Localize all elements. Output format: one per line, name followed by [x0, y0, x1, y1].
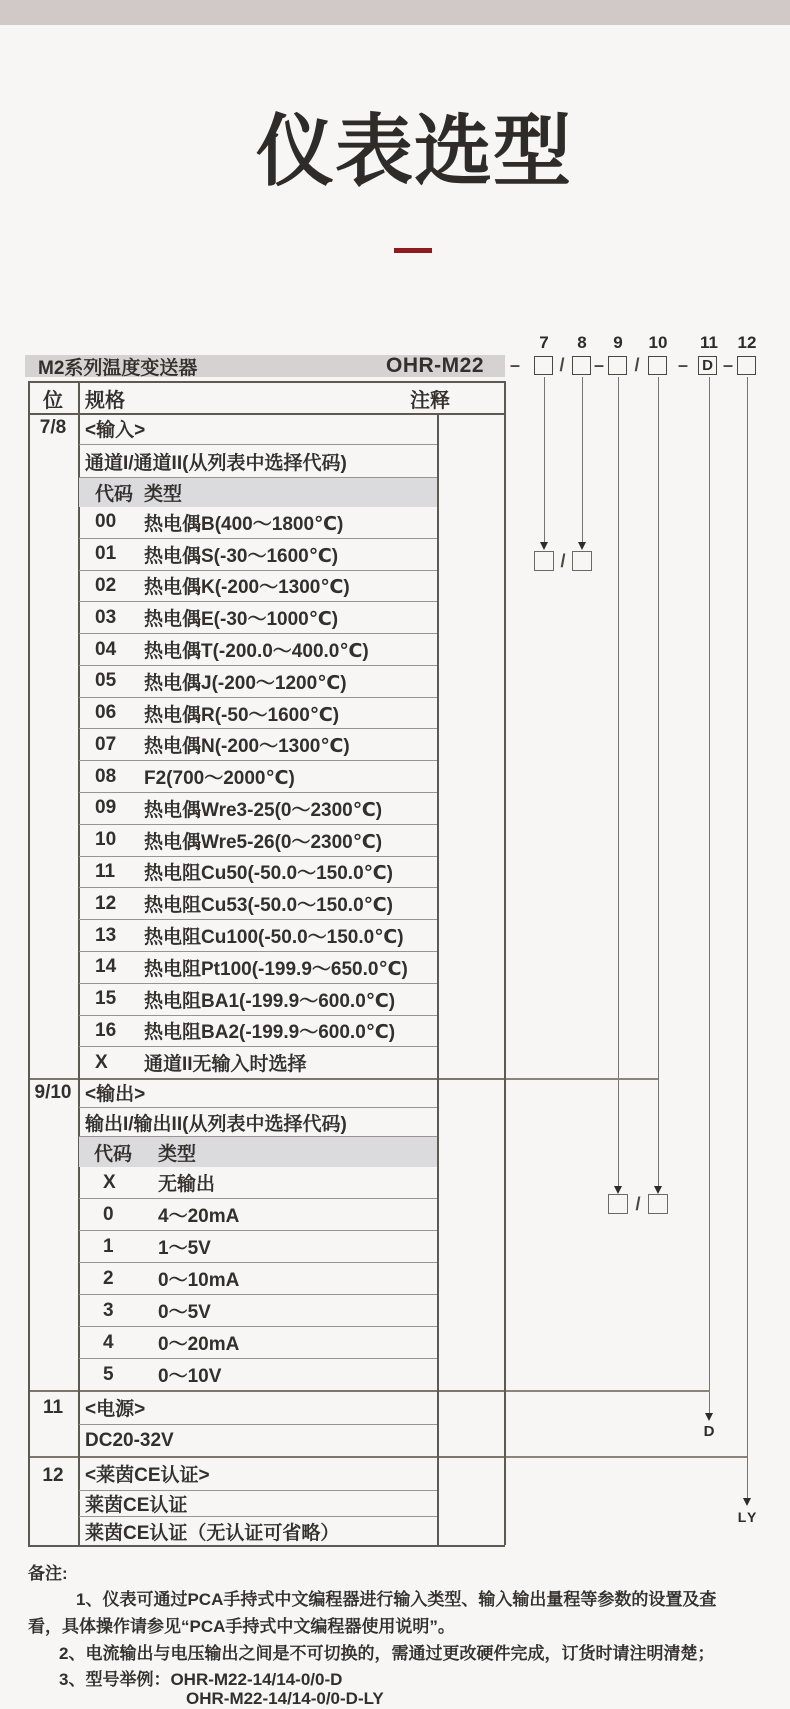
leader-line-8: [582, 377, 583, 543]
output-code-row: [79, 1167, 437, 1199]
dash-separator: –: [593, 355, 604, 375]
type-cell: 4～20mA: [158, 1206, 240, 1227]
code-cell: 10: [95, 829, 117, 851]
digit-label-12: 12: [737, 333, 757, 352]
code-cell: 16: [95, 1019, 117, 1041]
code-cell: 13: [95, 924, 117, 946]
connector-line-power: [505, 1390, 710, 1392]
type-cell: 热电偶B(400～1800℃): [144, 513, 344, 535]
arrowhead-icon: [540, 542, 548, 550]
code-box-10: [648, 356, 667, 375]
ce-code-label: LY: [737, 1509, 759, 1525]
table-left-border: [28, 381, 30, 1545]
leader-line-12: [747, 377, 748, 1500]
type-cell: 热电偶R(-50～1600℃): [144, 704, 340, 726]
type-column-label: 类型: [144, 484, 183, 505]
input-code-row: [79, 1016, 437, 1048]
power-section-title: <电源>: [79, 1390, 437, 1425]
input-code-row: [79, 984, 437, 1016]
code-cell: 11: [95, 860, 116, 882]
slash-separator: /: [635, 1194, 641, 1214]
page-title: 仪表选型: [255, 107, 572, 195]
column-header-pos: 位: [43, 389, 63, 412]
code-cell: 01: [95, 543, 117, 565]
type-cell: 热电偶S(-30～1600℃): [144, 545, 339, 567]
output-section-subtitle: 输出I/输出II(从列表中选择代码): [79, 1108, 437, 1137]
input-code-row: [79, 952, 437, 984]
code-cell: 5: [103, 1363, 114, 1385]
output-code-row: [79, 1359, 437, 1390]
type-cell: 0～10mA: [158, 1270, 240, 1291]
input-code-row: [79, 761, 437, 793]
note-line-4: 3、型号举例：OHR-M22-14/14-0/0-D: [59, 1670, 343, 1689]
section-pos-input: 7/8: [39, 417, 67, 438]
code-cell: 06: [95, 702, 117, 724]
output-select-box-2: [648, 1194, 668, 1214]
code-cell: 15: [95, 988, 117, 1010]
input-code-row: [79, 634, 437, 666]
arrowhead-icon: [705, 1413, 713, 1421]
ce-section-title: <莱茵CE认证>: [79, 1457, 437, 1491]
leader-line-9: [618, 377, 619, 1187]
leader-line-10: [658, 377, 659, 1187]
arrowhead-icon: [743, 1498, 751, 1506]
output-code-row: [79, 1263, 437, 1295]
code-cell: 04: [95, 638, 117, 660]
model-code: OHR-M22: [385, 354, 484, 377]
code-cell: 08: [95, 765, 117, 787]
leader-line-7: [544, 377, 545, 543]
column-header-spec: 规格: [85, 389, 125, 412]
type-cell: 热电偶N(-200～1300℃): [144, 736, 350, 758]
input-code-row: [79, 793, 437, 825]
input-code-row: [79, 920, 437, 952]
code-cell: X: [95, 1051, 108, 1073]
output-code-row: [79, 1295, 437, 1327]
type-cell: 热电阻BA1(-199.9～600.0℃): [144, 990, 396, 1012]
arrowhead-icon: [614, 1186, 622, 1194]
power-value: DC20-32V: [85, 1429, 174, 1451]
code-cell: 14: [95, 956, 117, 978]
dash-separator: –: [722, 355, 733, 375]
input-section-title: <输入>: [79, 413, 437, 445]
code-column-label: 代码: [95, 484, 134, 505]
type-cell: 热电偶Wre3-25(0～2300℃): [144, 799, 383, 821]
code-cell: 3: [103, 1299, 114, 1321]
type-cell: 无输出: [158, 1174, 216, 1195]
input-code-row: [79, 729, 437, 761]
code-cell: 07: [95, 733, 117, 755]
model-header-bar: [25, 355, 505, 377]
type-cell: 1～5V: [158, 1238, 211, 1259]
title-underline: [394, 248, 432, 253]
code-cell: 4: [103, 1331, 114, 1353]
table-top-border: [28, 381, 505, 383]
input-section-subtitle: 通道I/通道II(从列表中选择代码): [79, 445, 437, 478]
note-line-5: OHR-M22-14/14-0/0-D-LY: [186, 1689, 384, 1708]
section-pos-power: 11: [42, 1397, 64, 1418]
type-cell: 热电阻Cu50(-50.0～150.0℃): [144, 863, 393, 885]
digit-label-7: 7: [539, 333, 549, 352]
code-cell: 12: [95, 892, 117, 914]
input-code-row: [79, 698, 437, 730]
input-code-row: [79, 825, 437, 857]
input-code-row: [79, 602, 437, 634]
top-bar: [0, 0, 790, 25]
code-cell: 0: [103, 1203, 114, 1225]
power-code-label: D: [703, 1423, 715, 1440]
code-cell: 02: [95, 574, 117, 596]
note-line-3: 2、电流输出与电压输出之间是不可切换的，需通过更改硬件完成，订货时请注明清楚；: [59, 1644, 715, 1663]
note-column-divider: [437, 413, 439, 1545]
input-select-box-1: [534, 551, 554, 571]
input-code-row: [79, 857, 437, 889]
slash-separator: /: [559, 355, 565, 375]
digit-label-9: 9: [613, 333, 623, 352]
type-cell: 热电偶T(-200.0～400.0℃): [144, 641, 369, 663]
code-box-11: D: [698, 356, 717, 375]
table-bottom-border: [28, 1545, 505, 1547]
code-box-8: [572, 356, 591, 375]
type-column-label: 类型: [158, 1143, 197, 1165]
slash-separator: /: [634, 355, 640, 375]
type-cell: 0～10V: [158, 1366, 222, 1387]
code-cell: 09: [95, 797, 117, 819]
type-cell: 通道II无输入时选择: [144, 1054, 307, 1076]
type-cell: 热电偶K(-200～1300℃): [144, 577, 350, 599]
dash-separator: –: [509, 355, 520, 375]
notes-label: 备注:: [28, 1564, 68, 1583]
output-code-row: [79, 1199, 437, 1231]
output-code-row: [79, 1231, 437, 1263]
type-cell: F2(700～2000℃): [144, 768, 295, 790]
code-cell: X: [103, 1171, 116, 1193]
input-code-row: [79, 539, 437, 571]
arrowhead-icon: [654, 1186, 662, 1194]
connector-line-ce: [505, 1456, 747, 1458]
input-code-header: [79, 478, 437, 507]
arrowhead-icon: [578, 542, 586, 550]
digit-label-10: 10: [648, 333, 668, 352]
slash-separator: /: [560, 551, 566, 571]
code-cell: 1: [103, 1235, 114, 1257]
ce-row-1: 莱茵CE认证: [79, 1491, 437, 1517]
input-code-row: [79, 666, 437, 698]
code-column-label: 代码: [94, 1143, 133, 1165]
note-line-2: 看，具体操作请参见“PCA手持式中文编程器使用说明”。: [28, 1617, 455, 1636]
input-code-row: [79, 888, 437, 920]
output-select-box-1: [608, 1194, 628, 1214]
column-header-note: 注释: [410, 389, 450, 412]
digit-label-11: 11: [700, 333, 718, 352]
code-cell: 05: [95, 670, 117, 692]
section-pos-output: 9/10: [34, 1082, 72, 1103]
output-section-title: <输出>: [79, 1078, 437, 1108]
leader-line-11: [709, 377, 710, 1415]
output-code-header: [79, 1137, 437, 1167]
type-cell: 热电偶Wre5-26(0～2300℃): [144, 831, 383, 853]
output-code-list: [79, 1167, 437, 1390]
connector-line-output: [505, 1078, 658, 1080]
code-cell: 2: [103, 1267, 114, 1289]
type-cell: 0～20mA: [158, 1334, 240, 1355]
input-code-row: [79, 571, 437, 603]
output-code-row: [79, 1327, 437, 1359]
type-cell: 热电阻Cu100(-50.0～150.0℃): [144, 927, 404, 949]
type-cell: 热电阻Cu53(-50.0～150.0℃): [144, 895, 393, 917]
code-cell: 00: [95, 511, 117, 533]
input-code-row: [79, 1047, 437, 1078]
type-cell: 热电阻Pt100(-199.9～650.0℃): [144, 958, 408, 980]
type-cell: 0～5V: [158, 1302, 211, 1323]
input-code-list: [79, 507, 437, 1078]
digit-label-8: 8: [577, 333, 587, 352]
code-box-12: [737, 356, 756, 375]
type-cell: 热电偶J(-200～1200℃): [144, 672, 347, 694]
series-label: M2系列温度变送器: [38, 357, 198, 379]
ce-row-2: 莱茵CE认证（无认证可省略）: [85, 1522, 340, 1544]
dash-separator: –: [677, 355, 688, 375]
note-line-1: 1、仪表可通过PCA手持式中文编程器进行输入类型、输入输出量程等参数的设置及查: [76, 1590, 717, 1609]
code-box-9: [608, 356, 627, 375]
type-cell: 热电偶E(-30～1000℃): [144, 609, 339, 631]
input-code-row: [79, 507, 437, 539]
code-box-7: [534, 356, 553, 375]
input-select-box-2: [572, 551, 592, 571]
section-pos-ce: 12: [42, 1465, 64, 1486]
table-right-border: [504, 381, 506, 1545]
type-cell: 热电阻BA2(-199.9～600.0℃): [144, 1022, 396, 1044]
code-cell: 03: [95, 606, 117, 628]
